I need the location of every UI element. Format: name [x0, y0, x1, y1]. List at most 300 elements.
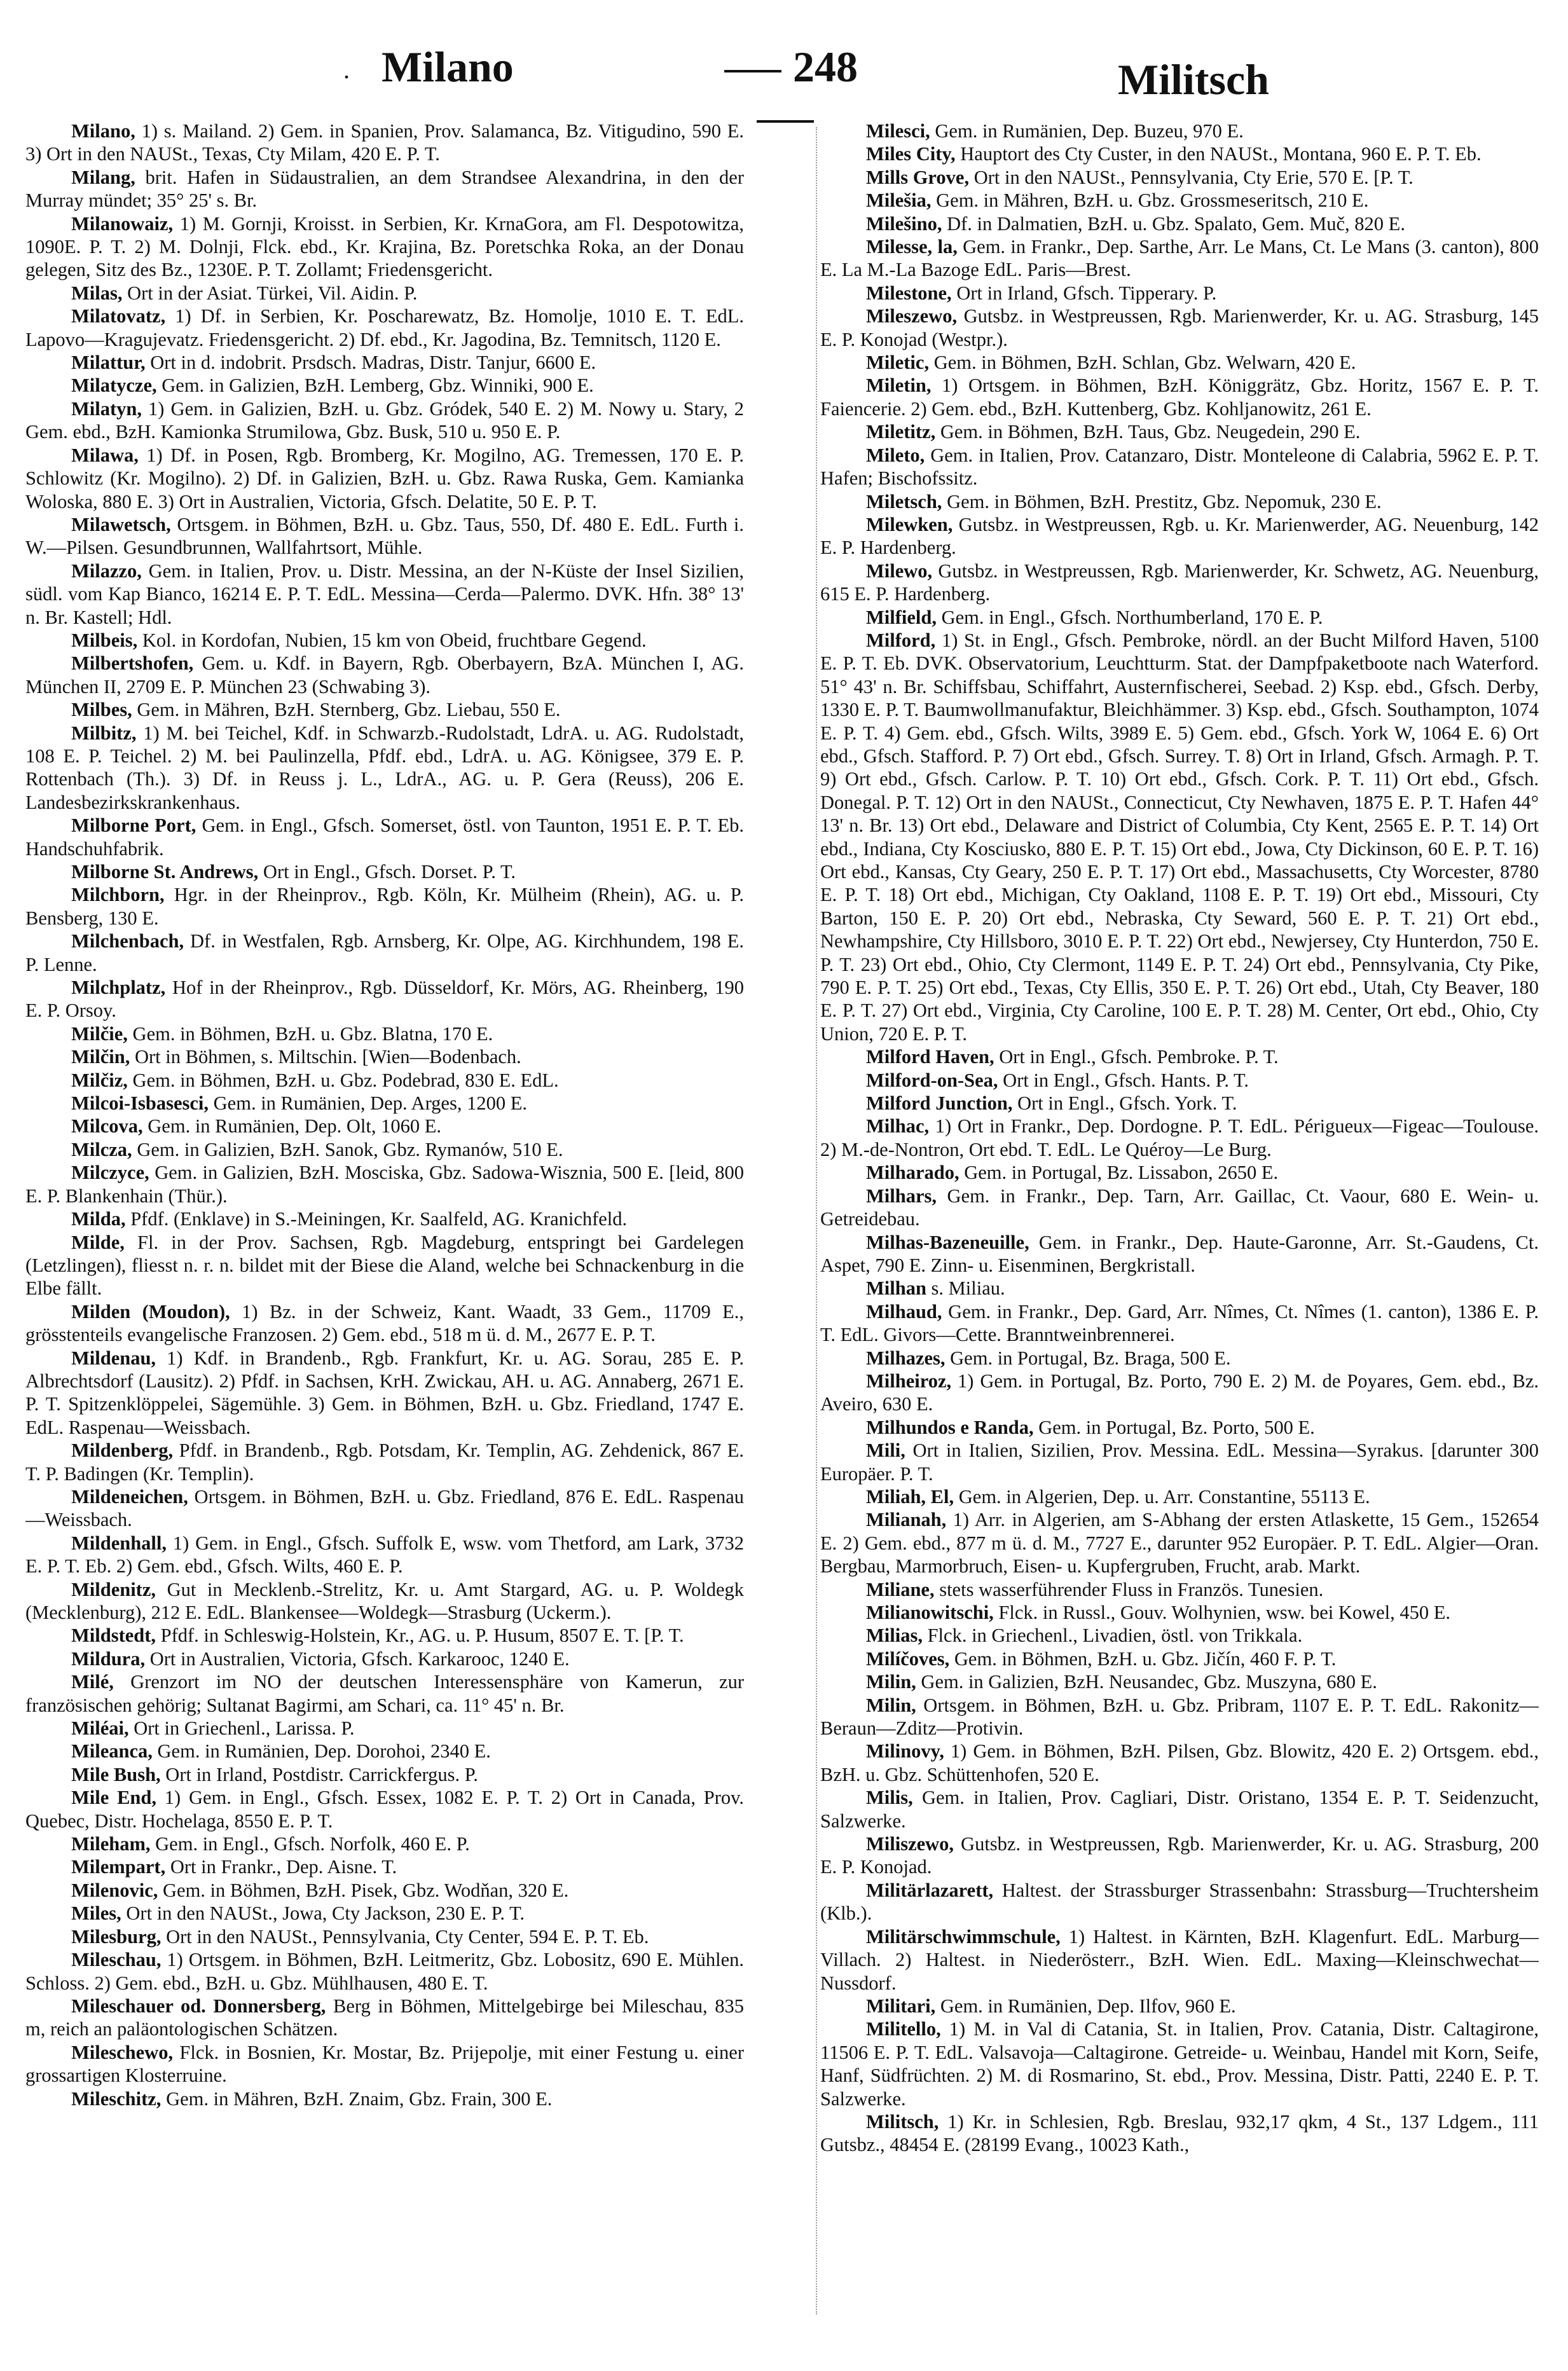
entry-text: Gem. in Böhmen, BzH. Schlan, Gbz. Welwarn, 420 E. — [929, 352, 1356, 374]
entry-headword: Miletsch, — [866, 490, 942, 512]
dictionary-entry — [25, 1855, 744, 1878]
entry-headword: Milborne St. Andrews, — [71, 861, 259, 883]
dictionary-entry — [820, 1995, 1539, 2017]
entry-headword: Milang, — [71, 166, 135, 188]
dictionary-entry — [25, 351, 744, 374]
entry-text: Ort in Böhmen, s. Miltschin. [Wien—Bodenbach. — [130, 1046, 521, 1068]
entry-text: Ort in Engl., Gfsch. York. T. — [1012, 1092, 1237, 1115]
entry-text: Ort in Engl., Gfsch. Hants. P. T. — [998, 1069, 1249, 1091]
entry-text: Gem. in Frankr., Dep. Gard, Arr. Nîmes, Ct. Nîmes (1. canton), 1386 E. P. T. EdL. Givors—Cette. Branntweinbrennerei. — [820, 1300, 1539, 1346]
entry-text: Gutsbz. in Westpreussen, Rgb. u. Kr. Marienwerder, AG. Neuenburg, 142 E. P. Hardenberg. — [820, 513, 1539, 559]
dictionary-entry — [25, 1092, 744, 1115]
dictionary-entry — [25, 1231, 744, 1300]
dictionary-entry — [25, 1485, 744, 1532]
entry-headword: Milford Haven, — [866, 1046, 994, 1068]
entry-text: stets wasserführender Fluss in Französ. Tunesien. — [934, 1578, 1324, 1600]
entry-headword: Milda, — [71, 1208, 126, 1230]
entry-text: 1) St. in Engl., Gfsch. Pembroke, nördl. an der Bucht Milford Haven, 5100 E. P. T. Eb. DVK. Observatorium, Leuchtturm. Stat. der Dampfpaketboote nach Waterford. 51° 43' n. Br. Schiffsbau, Schiffahrt, Austernfischerei, Seebad. 2) Ksp. ebd., Gfsch. Derby, 1330 E. P. T. Baumwollmanufaktur, Bleichhämmer. 3) Ksp. ebd., Gfsch. Southampton, 1074 E. P. T. 4) Gem. ebd., Gfsch. Wilts, 3989 E. 5) Gem. ebd., Gfsch. York W, 1064 E. 6) Ort ebd., Gfsch. Stafford. P. 7) Ort ebd., Gfsch. Surrey. T. 8) Ort in Irland, Gfsch. Armagh. P. T. 9) Ort ebd., Gfsch. Carlow. P. T. 10) Ort ebd., Gfsch. Cork. P. T. 11) Ort ebd., Gfsch. Donegal. P. T. 12) Ort in den NAUSt., Connecticut, Cty Newhaven, 1875 E. P. T. Hafen 44° 13' n. Br. 13) Ort ebd., Delaware and District of Columbia, Cty Kent, 2565 E. P. T. 14) Ort ebd., Indiana, Cty Kosciusko, 880 E. P. T. 15) Ort ebd., Jowa, Cty Dickinson, 60 E. P. T. 16) Ort ebd., Kansas, Cty Geary, 250 E. P. T. 17) Ort ebd., Massachusetts, Cty Worcester, 8780 E. P. T. 18) Ort ebd., Michigan, Cty Oakland, 1108 E. P. T. 19) Ort ebd., Missouri, Cty Barton, 150 E. P. 20) Ort ebd., Nebraska, Cty Seward, 560 E. P. T. 21) Ort ebd., Newhampshire, Cty Hillsboro, 3010 E. P. T. 22) Ort ebd., Newjersey, Cty Hunterdon, 750 E. P. T. 23) Ort ebd., Ohio, Cty Clermont, 1149 E. P. T. 24) Ort ebd., Pennsylvania, Cty Pike, 790 E. P. T. 25) Ort ebd., Texas, Cty Ellis, 350 E. P. T. 26) Ort ebd., Utah, Cty Beaver, 180 E. P. T. 27) Ort ebd., Virginia, Cty Caroline, 100 E. P. T. 28) M. Center, Ort ebd., Ohio, Cty Union, 720 E. P. T. — [820, 629, 1539, 1045]
dictionary-entry — [25, 1045, 744, 1068]
entry-headword: Militello, — [866, 2018, 941, 2040]
entry-text: Flck. in Bosnien, Kr. Mostar, Bz. Prijepolje, mit einer Festung u. einer grossartigen Klosterruine. — [25, 2041, 744, 2087]
dictionary-entry — [820, 235, 1539, 282]
entry-text: Gutsbz. in Westpreussen, Rgb. Marienwerder, Kr. Schwetz, AG. Neuenburg, 615 E. P. Hardenberg. — [820, 560, 1539, 605]
header-last-entry: Militsch — [1118, 55, 1269, 104]
entry-text: Gem. in Böhmen, BzH. Prestitz, Gbz. Nepomuk, 230 E. — [942, 490, 1382, 512]
entry-headword: Mills Grove, — [866, 166, 970, 188]
dictionary-entry — [820, 1300, 1539, 1347]
entry-text: Haltest. der Strassburger Strassenbahn: Strassburg—Truchtersheim (Klb.). — [820, 1879, 1539, 1925]
entry-text: Gem. in Algerien, Dep. u. Arr. Constantine, 55113 E. — [954, 1485, 1370, 1508]
entry-text: 1) Kdf. in Brandenb., Rgb. Frankfurt, Kr. u. AG. Sorau, 285 E. P. Albrechtsdorf (Lausitz). 2) Pfdf. in Sachsen, KrH. Zwickau, AH. u. AG. Annaberg, 2671 E. P. T. Spitzenklöppelei, Sägemühle. 3) Gem. in Böhmen, BzH. u. Gbz. Friedland, 1747 E. EdL. Raspenau—Weissbach. — [25, 1347, 744, 1438]
entry-text: Df. in Dalmatien, BzH. u. Gbz. Spalato, Gem. Muč, 820 E. — [942, 212, 1405, 235]
dictionary-entry — [820, 374, 1539, 420]
dictionary-entry — [25, 374, 744, 397]
dictionary-entry — [820, 2017, 1539, 2110]
entry-text: Gem. in Galizien, BzH. Sanok, Gbz. Rymanów, 510 E. — [132, 1138, 563, 1160]
entry-text: Gem. in Frankr., Dep. Haute-Garonne, Arr. St.-Gaudens, Ct. Aspet, 790 E. Zinn- u. Eisenminen, Bergkristall. — [820, 1231, 1539, 1276]
left-column — [25, 120, 744, 2332]
dictionary-entry — [820, 560, 1539, 606]
entry-headword: Milbes, — [71, 699, 132, 721]
entry-text: Kol. in Kordofan, Nubien, 15 km von Obeid, fruchtbare Gegend. — [137, 629, 647, 651]
dash-right — [757, 120, 814, 123]
dictionary-entry — [820, 513, 1539, 560]
entry-text: Gem. in Frankr., Dep. Sarthe, Arr. Le Mans, Ct. Le Mans (3. canton), 800 E. La M.-La Bazoge EdL. Paris—Brest. — [820, 236, 1539, 281]
dictionary-entry — [820, 490, 1539, 513]
entry-headword: Miléai, — [71, 1717, 129, 1740]
dictionary-entry — [25, 883, 744, 930]
dictionary-entry — [820, 166, 1539, 189]
entry-headword: Mileschitz, — [71, 2087, 162, 2110]
dictionary-entry — [25, 860, 744, 883]
entry-text: Gem. in Rumänien, Dep. Arges, 1200 E. — [209, 1092, 527, 1115]
entry-headword: Miletitz, — [866, 421, 936, 443]
dictionary-entry — [25, 698, 744, 721]
dictionary-entry — [820, 606, 1539, 629]
entry-headword: Milchborn, — [71, 884, 165, 906]
dictionary-entry — [25, 1578, 744, 1625]
entry-text: Gem. in Mähren, BzH. Sternberg, Gbz. Liebau, 550 E. — [132, 699, 561, 721]
dictionary-entry — [820, 305, 1539, 351]
entry-text: Gem. in Böhmen, BzH. Pisek, Gbz. Wodňan, 320 E. — [158, 1879, 569, 1901]
dictionary-entry — [25, 1115, 744, 1137]
entry-text: Gem. in Mähren, BzH. Znaim, Gbz. Frain, 300 E. — [161, 2087, 553, 2110]
entry-text: Gem. in Portugal, Bz. Lissabon, 2650 E. — [959, 1162, 1279, 1184]
dictionary-entry — [820, 1786, 1539, 1832]
entry-headword: Mileszewo, — [866, 305, 958, 327]
dictionary-entry — [25, 120, 744, 166]
entry-text: Gem. in Rumänien, Dep. Buzeu, 970 E. — [930, 120, 1244, 142]
entry-headword: Miliane, — [866, 1578, 935, 1600]
entry-text: Gem. in Rumänien, Dep. Dorohoi, 2340 E. — [152, 1740, 491, 1763]
entry-text: Gem. in Mähren, BzH. u. Gbz. Grossmeseritsch, 210 E. — [931, 189, 1369, 212]
dictionary-entry — [820, 282, 1539, 305]
entry-text: Hgr. in der Rheinprov., Rgb. Köln, Kr. Mülheim (Rhein), AG. u. P. Bensberg, 130 E. — [25, 884, 744, 929]
entry-headword: Mildenberg, — [71, 1440, 174, 1462]
entry-headword: Mildenau, — [71, 1347, 156, 1369]
entry-headword: Milhas-Bazeneuille, — [866, 1231, 1029, 1253]
entry-headword: Milhars, — [866, 1185, 937, 1207]
entry-text: Gem. in Italien, Prov. Catanzaro, Distr. Monteleone di Calabria, 5962 E. P. T. Hafen; Bischofssitz. — [820, 444, 1539, 490]
entry-text: Fl. in der Prov. Sachsen, Rgb. Magdeburg, entspringt bei Gardelegen (Letzlingen), fliesst n. r. n. bildet mit der Biese die Aland, welche bei Schnackenburg in die Elbe fällt. — [25, 1231, 744, 1300]
dictionary-entry — [820, 1670, 1539, 1693]
entry-text: brit. Hafen in Südaustralien, an dem Strandsee Alexandrina, in den der Murray mündet; 35° 25' s. Br. — [25, 166, 744, 212]
entry-text: Ort in Italien, Sizilien, Prov. Messina. EdL. Messina—Syrakus. [darunter 300 Europäer. P. T. — [820, 1440, 1539, 1485]
dictionary-entry — [820, 1439, 1539, 1485]
entry-headword: Milin, — [866, 1694, 916, 1716]
header-mark: . — [343, 55, 350, 84]
dictionary-entry — [820, 1347, 1539, 1370]
dictionary-entry — [820, 1161, 1539, 1184]
entry-headword: Milcza, — [71, 1138, 132, 1160]
entry-text: Ort in der Asiat. Türkei, Vil. Aidin. P. — [122, 282, 418, 304]
dictionary-entry — [25, 2041, 744, 2087]
entry-headword: Milias, — [866, 1625, 923, 1647]
dictionary-entry — [820, 212, 1539, 235]
entry-text: 1) Df. in Posen, Rgb. Bromberg, Kr. Mogilno, AG. Tremessen, 170 E. P. Schlowitz (Kr. Mogilno). 2) Df. in Galizien, BzH. u. Gbz. Rawa Ruska, Gem. Kamianka Woloska, 880 E. 3) Ort in Australien, Victoria, Gfsch. Delatite, 50 E. P. T. — [25, 444, 744, 512]
entry-headword: Mili, — [866, 1440, 905, 1462]
dictionary-entry — [25, 1948, 744, 1995]
entry-headword: Mile Bush, — [71, 1763, 161, 1785]
entry-text: 1) M. bei Teichel, Kdf. in Schwarzb.-Rudolstadt, LdrA. u. AG. Rudolstadt, 108 E. P. Teichel. 2) M. bei Paulinzella, Pfdf. ebd., LdrA. u. AG. Königsee, 379 E. P. Rottenbach (Th.). 3) Df. in Reuss j. L., LdrA., AG. u. P. Gera (Reuss), 206 E. Landesbezirkskrankenhaus. — [25, 722, 744, 813]
entry-text: 1) Gem. in Portugal, Bz. Porto, 790 E. 2) M. de Poyares, Gem. ebd., Bz. Aveiro, 630 E. — [820, 1370, 1539, 1415]
dictionary-entry — [820, 1092, 1539, 1115]
entry-headword: Mildeneichen, — [71, 1485, 188, 1508]
dictionary-entry — [25, 1647, 744, 1670]
dictionary-entry — [25, 1207, 744, 1230]
entry-headword: Milde, — [71, 1231, 125, 1253]
dictionary-entry — [820, 351, 1539, 374]
entry-headword: Milíčoves, — [866, 1647, 950, 1670]
entry-headword: Milbitz, — [71, 722, 137, 744]
entry-headword: Milesci, — [866, 120, 930, 142]
dictionary-entry — [25, 1786, 744, 1832]
entry-text: Gem. in Rumänien, Dep. Olt, 1060 E. — [142, 1115, 441, 1137]
dictionary-entry — [25, 282, 744, 305]
entry-headword: Milempart, — [71, 1856, 166, 1878]
entry-text: 1) Haltest. in Kärnten, BzH. Klagenfurt. EdL. Marburg—Villach. 2) Haltest. in Niederösterr., BzH. Wien. EdL. Maxing—Kleinschwechat—Nussdorf. — [820, 1925, 1539, 1994]
entry-text: Gem. in Rumänien, Dep. Ilfov, 960 E. — [935, 1995, 1236, 2017]
entry-headword: Milchplatz, — [71, 977, 166, 999]
entry-text: 1) Gem. in Böhmen, BzH. Pilsen, Gbz. Blowitz, 420 E. 2) Ortsgem. ebd., BzH. u. Gbz. Schüttenhofen, 520 E. — [820, 1740, 1539, 1785]
entry-text: Gem. in Portugal, Bz. Porto, 500 E. — [1033, 1416, 1315, 1438]
dictionary-entry — [25, 212, 744, 282]
entry-headword: Milčiz, — [71, 1069, 128, 1091]
entry-text: Ort in den NAUSt., Pennsylvania, Cty Center, 594 E. P. T. Eb. — [161, 1925, 649, 1948]
entry-headword: Milatycze, — [71, 375, 157, 397]
dictionary-entry — [25, 444, 744, 513]
entry-headword: Miletin, — [866, 375, 932, 397]
entry-headword: Milewken, — [866, 513, 953, 535]
entry-headword: Miles City, — [866, 143, 956, 165]
entry-text: Gem. in Galizien, BzH. Lemberg, Gbz. Winniki, 900 E. — [156, 375, 594, 397]
entry-text: Gem. in Engl., Gfsch. Northumberland, 170 E. P. — [936, 606, 1323, 628]
entry-text: Hof in der Rheinprov., Rgb. Düsseldorf, Kr. Mörs, AG. Rheinberg, 190 E. P. Orsoy. — [25, 977, 744, 1022]
dictionary-entry — [25, 1532, 744, 1578]
dictionary-entry — [25, 1138, 744, 1161]
entry-headword: Mileto, — [866, 444, 925, 466]
entry-text: Gem. in Galizien, BzH. Mosciska, Gbz. Sadowa-Wisznia, 500 E. [leid, 800 E. P. Blankenhain (Thür.). — [25, 1162, 744, 1207]
entry-headword: Milfield, — [866, 606, 937, 628]
entry-headword: Mileschewo, — [71, 2041, 174, 2063]
entry-headword: Mileanca, — [71, 1740, 153, 1763]
dictionary-entry — [25, 1832, 744, 1855]
entry-text: s. Miliau. — [926, 1277, 1005, 1300]
dictionary-entry — [25, 1347, 744, 1440]
dictionary-entry — [25, 2087, 744, 2110]
entry-headword: Militsch, — [866, 2110, 939, 2133]
entry-text: 1) Kr. in Schlesien, Rgb. Breslau, 932,17 qkm, 4 St., 137 Ldgem., 111 Gutsbz., 48454 E. (28199 Evang., 10023 Kath., — [820, 2110, 1539, 2156]
entry-text: 1) M. Gornji, Kroisst. in Serbien, Kr. KrnaGora, am Fl. Despotowitza, 1090E. P. T. 2) M. Dolnji, Flck. ebd., Kr. Krajina, Bz. Poretschka Roka, an der Donau gelegen, Sitz des Bz., 1230E. P. T. Zollamt; Friedensgericht. — [25, 212, 744, 281]
dictionary-entry — [820, 1416, 1539, 1439]
entry-text: Ortsgem. in Böhmen, BzH. u. Gbz. Pribram, 1107 E. P. T. EdL. Rakonitz—Beraun—Zditz—Protivin. — [820, 1694, 1539, 1740]
dictionary-entry — [25, 1670, 744, 1717]
entry-text: 1) M. in Val di Catania, St. in Italien, Prov. Catania, Distr. Caltagirone, 11506 E. P. T. EdL. Valsavoja—Caltagirone. Getreide- u. Weinbau, Handel mit Korn, Seife, Hanf, Südfrüchten. 2) M. di Rosmarino, St. ebd., Prov. Messina, Distr. Patti, 2240 E. P. T. Salzwerke. — [820, 2018, 1539, 2110]
entry-headword: Milé, — [71, 1671, 114, 1693]
entry-headword: Milbertshofen, — [71, 652, 194, 675]
entry-text: Flck. in Griechenl., Livadien, östl. von Trikkala. — [922, 1625, 1303, 1647]
entry-text: Ort in Engl., Gfsch. Dorset. P. T. — [258, 861, 516, 883]
dictionary-entry — [25, 1763, 744, 1786]
entry-text: Gutsbz. in Westpreussen, Rgb. Marienwerder, Kr. u. AG. Strasburg, 145 E. P. Konojad (Westpr.). — [820, 305, 1539, 350]
entry-headword: Mileschauer od. Donnersberg, — [71, 1995, 326, 2017]
entry-headword: Milesse, la, — [866, 236, 958, 258]
entry-text: 1) Ort in Frankr., Dep. Dordogne. P. T. EdL. Périgueux—Figeac—Toulouse. 2) M.-de-Nontron, Ort ebd. T. EdL. Le Quéroy—Le Burg. — [820, 1115, 1539, 1160]
dictionary-entry — [820, 1115, 1539, 1161]
entry-text: Ort in Australien, Victoria, Gfsch. Karkarooc, 1240 E. — [145, 1647, 570, 1670]
dictionary-entry — [820, 1624, 1539, 1647]
entry-headword: Milanowaiz, — [71, 212, 174, 235]
entry-headword: Milattur, — [71, 352, 146, 374]
dictionary-entry — [25, 1022, 744, 1045]
entry-headword: Milin, — [866, 1671, 916, 1693]
right-column — [820, 120, 1539, 2332]
entry-text: 1) Ortsgem. in Böhmen, BzH. Leitmeritz, Gbz. Lobositz, 690 E. Mühlen. Schloss. 2) Gem. ebd., BzH. u. Gbz. Mühlhausen, 480 E. T. — [25, 1949, 744, 1994]
entry-headword: Milčin, — [71, 1046, 130, 1068]
dictionary-entry — [820, 1231, 1539, 1277]
dictionary-entry — [25, 1879, 744, 1902]
dictionary-entry — [820, 444, 1539, 490]
entry-headword: Miliah, El, — [866, 1485, 954, 1508]
dictionary-entry — [820, 1601, 1539, 1624]
entry-text: 1) Gem. in Galizien, BzH. u. Gbz. Gródek, 540 E. 2) M. Nowy u. Stary, 2 Gem. ebd., BzH. Kamionka Strumilowa, Gbz. Busk, 510 u. 950 E. P. — [25, 397, 744, 443]
entry-text: Df. in Westfalen, Rgb. Arnsberg, Kr. Olpe, AG. Kirchhundem, 198 E. P. Lenne. — [25, 930, 744, 975]
dictionary-entry — [25, 629, 744, 652]
dictionary-entry — [820, 1069, 1539, 1092]
entry-text: Grenzort im NO der deutschen Interessensphäre von Kamerun, zur französischen gehörig; Sultanat Bagirmi, am Schari, ca. 11° 45' n. Br. — [25, 1671, 744, 1716]
entry-headword: Milawetsch, — [71, 513, 171, 535]
entry-headword: Milesburg, — [71, 1925, 162, 1948]
dictionary-entry — [25, 1995, 744, 2041]
dictionary-entry — [820, 1832, 1539, 1879]
entry-text: Gem. in Böhmen, BzH. u. Gbz. Jičín, 460 F. P. T. — [949, 1647, 1337, 1670]
dictionary-entry — [25, 1161, 744, 1207]
entry-headword: Miles, — [71, 1902, 121, 1925]
entry-headword: Miletic, — [866, 352, 930, 374]
entry-text: Hauptort des Cty Custer, in den NAUSt., Montana, 960 E. P. T. Eb. — [955, 143, 1482, 165]
entry-headword: Milestone, — [866, 282, 952, 304]
entry-headword: Milatyn, — [71, 397, 142, 420]
dictionary-entry — [25, 722, 744, 814]
entry-text: Gem. in Galizien, BzH. Neusandec, Gbz. Muszyna, 680 E. — [916, 1671, 1377, 1693]
entry-headword: Milharado, — [866, 1162, 959, 1184]
entry-headword: Milchenbach, — [71, 930, 184, 952]
entry-text: Gem. in Frankr., Dep. Tarn, Arr. Gaillac, Ct. Vaour, 680 E. Wein- u. Getreidebau. — [820, 1185, 1539, 1230]
dictionary-entry — [820, 420, 1539, 443]
entry-headword: Milden (Moudon), — [71, 1300, 230, 1323]
entry-text: Flck. in Russl., Gouv. Wolhynien, wsw. bei Kowel, 450 E. — [993, 1602, 1451, 1623]
entry-text: Gem. in Portugal, Bz. Braga, 500 E. — [945, 1347, 1231, 1369]
entry-headword: Milcoi-Isbasesci, — [71, 1092, 209, 1115]
entry-headword: Milatovatz, — [71, 305, 166, 327]
entry-headword: Mileham, — [71, 1833, 151, 1855]
dictionary-entry — [25, 397, 744, 444]
entry-text: Gem. in Böhmen, BzH. u. Gbz. Podebrad, 830 E. EdL. — [127, 1069, 559, 1091]
entry-headword: Milborne Port, — [71, 814, 196, 837]
entry-text: Ort in den NAUSt., Jowa, Cty Jackson, 230 E. P. T. — [121, 1902, 525, 1925]
entry-text: Ortsgem. in Böhmen, BzH. u. Gbz. Friedland, 876 E. EdL. Raspenau—Weissbach. — [25, 1485, 744, 1531]
entry-headword: Milianah, — [866, 1509, 947, 1531]
entry-headword: Milazzo, — [71, 560, 142, 582]
entry-headword: Mildura, — [71, 1647, 146, 1670]
entry-text: Gut in Mecklenb.-Strelitz, Kr. u. Amt Stargard, AG. u. P. Woldegk (Mecklenburg), 212 E. EdL. Blankensee—Woldegk—Strasburg (Uckerm.). — [25, 1578, 744, 1623]
dictionary-entry — [25, 976, 744, 1022]
entry-text: Ortsgem. in Böhmen, BzH. u. Gbz. Taus, 550, Df. 480 E. EdL. Furth i. W.—Pilsen. Gesundbrunnen, Wallfahrtsort, Mühle. — [25, 513, 744, 559]
entry-headword: Milford, — [866, 629, 936, 651]
dictionary-entry — [25, 305, 744, 351]
entry-headword: Milczyce, — [71, 1162, 149, 1184]
page-number-text: 248 — [793, 43, 858, 91]
entry-headword: Milhan — [866, 1277, 926, 1300]
entry-text: Gem. in Engl., Gfsch. Somerset, östl. von Taunton, 1951 E. P. T. Eb. Handschuhfabrik. — [25, 814, 744, 860]
dictionary-entry — [820, 142, 1539, 165]
dictionary-entry — [820, 1370, 1539, 1416]
entry-headword: Milhazes, — [866, 1347, 946, 1369]
dictionary-entry — [820, 1694, 1539, 1740]
dictionary-entry — [25, 1717, 744, 1740]
entry-text: 1) Bz. in der Schweiz, Kant. Waadt, 33 Gem., 11709 E., grösstenteils evangelische Franzosen. 2) Gem. ebd., 518 m ü. d. M., 2677 E. P. T. — [25, 1300, 744, 1346]
dictionary-entry — [820, 1578, 1539, 1601]
entry-headword: Milawa, — [71, 444, 139, 466]
dictionary-entry — [25, 652, 744, 698]
dictionary-entry — [25, 166, 744, 212]
entry-text: 1) Ortsgem. in Böhmen, BzH. Königgrätz, Gbz. Horitz, 1567 E. P. T. Faiencerie. 2) Gem. ebd., BzH. Kuttenberg, Gbz. Kohljanowitz, 261 E. — [820, 375, 1539, 420]
dictionary-entry — [820, 2110, 1539, 2157]
entry-headword: Milcova, — [71, 1115, 143, 1137]
entry-text: Ort in d. indobrit. Prsdsch. Madras, Distr. Tanjur, 6600 E. — [145, 352, 596, 374]
entry-headword: Milbeis, — [71, 629, 138, 651]
dictionary-entry — [25, 930, 744, 976]
dictionary-entry — [25, 1624, 744, 1647]
entry-text: Berg in Böhmen, Mittelgebirge bei Mileschau, 835 m, reich an paläontologischen Schätzen. — [25, 1995, 744, 2040]
dictionary-entry — [25, 1069, 744, 1092]
dictionary-entry — [820, 120, 1539, 142]
dictionary-entry — [820, 1647, 1539, 1670]
dictionary-entry — [820, 1485, 1539, 1508]
entry-text: Gem. in Engl., Gfsch. Norfolk, 460 E. P. — [150, 1833, 470, 1855]
dictionary-entry — [820, 1879, 1539, 1925]
entry-text: Ort in Irland, Postdistr. Carrickfergus. P. — [160, 1763, 478, 1785]
entry-headword: Miliszewo, — [866, 1833, 954, 1855]
entry-text: Gem. in Italien, Prov. Cagliari, Distr. Oristano, 1354 E. P. T. Seidenzucht, Salzwerke. — [820, 1787, 1539, 1832]
dictionary-entry — [25, 560, 744, 629]
entry-headword: Mildenitz, — [71, 1578, 156, 1600]
dictionary-entry — [25, 513, 744, 560]
entry-headword: Mildenhall, — [71, 1532, 167, 1554]
dictionary-entry — [820, 1185, 1539, 1231]
dictionary-entry — [25, 814, 744, 860]
entry-text: Ort in Frankr., Dep. Aisne. T. — [165, 1856, 397, 1878]
header-first-entry: Milano — [382, 43, 514, 91]
entry-headword: Milewo, — [866, 560, 933, 582]
entry-headword: Milinovy, — [866, 1740, 944, 1763]
entry-text: Gem. in Böhmen, BzH. Taus, Gbz. Neugedein, 290 E. — [935, 421, 1361, 443]
entry-headword: Milešino, — [866, 212, 942, 235]
dictionary-entry — [25, 1902, 744, 1925]
entry-headword: Milhac, — [866, 1115, 930, 1137]
dictionary-entry — [820, 1925, 1539, 1995]
entry-headword: Milas, — [71, 282, 123, 304]
entry-headword: Milano, — [71, 120, 135, 142]
entry-headword: Mildstedt, — [71, 1625, 156, 1647]
entry-text: Ort in Griechenl., Larissa. P. — [128, 1717, 355, 1740]
entry-headword: Milešia, — [866, 189, 932, 212]
dictionary-entry — [25, 1740, 744, 1763]
entry-headword: Milis, — [866, 1787, 913, 1809]
entry-headword: Militari, — [866, 1995, 936, 2017]
entry-headword: Milford Junction, — [866, 1092, 1013, 1115]
dictionary-entry — [820, 1277, 1539, 1300]
entry-text: Pfdf. (Enklave) in S.-Meiningen, Kr. Saalfeld, AG. Kranichfeld. — [125, 1208, 628, 1230]
entry-text: Pfdf. in Schleswig-Holstein, Kr., AG. u. P. Husum, 8507 E. T. [P. T. — [156, 1625, 684, 1647]
entry-headword: Milianowitschi, — [866, 1602, 994, 1623]
entry-headword: Milheiroz, — [866, 1370, 952, 1392]
entry-text: 1) Arr. in Algerien, am S-Abhang der ersten Atlaskette, 15 Gem., 152654 E. 2) Gem. ebd., 877 m ü. d. M., 7727 E., darunter 952 Europäer. P. T. EdL. Algier—Oran. Bergbau, Marmorbruch, Eisen- u. Kupfergruben, Frucht, arab. Markt. — [820, 1509, 1539, 1577]
dictionary-entry — [820, 1740, 1539, 1786]
dash-left — [724, 70, 781, 72]
entry-text: 1) s. Mailand. 2) Gem. in Spanien, Prov. Salamanca, Bz. Vitigudino, 590 E. 3) Ort in den NAUSt., Texas, Cty Milam, 420 E. P. T. — [25, 120, 744, 165]
dictionary-entry — [820, 1045, 1539, 1068]
entry-text: Ort in Irland, Gfsch. Tipperary. P. — [951, 282, 1217, 304]
entry-headword: Milhaud, — [866, 1300, 942, 1323]
dictionary-entry — [820, 629, 1539, 1045]
entry-headword: Mile End, — [71, 1787, 156, 1809]
entry-headword: Milčie, — [71, 1022, 128, 1045]
entry-text: Ort in Engl., Gfsch. Pembroke. P. T. — [994, 1046, 1279, 1068]
entry-headword: Militärlazarett, — [866, 1879, 994, 1901]
dictionary-entry — [25, 1439, 744, 1485]
entry-headword: Milenovic, — [71, 1879, 158, 1901]
entry-headword: Militärschwimmschule, — [866, 1925, 1061, 1948]
entry-text: Gem. in Böhmen, BzH. u. Gbz. Blatna, 170 E. — [127, 1022, 493, 1045]
entry-text: Gutsbz. in Westpreussen, Rgb. Marienwerder, Kr. u. AG. Strasburg, 200 E. P. Konojad. — [820, 1833, 1539, 1878]
entry-text: 1) Gem. in Engl., Gfsch. Suffolk E, wsw. vom Thetford, am Lark, 3732 E. P. T. Eb. 2) Gem. ebd., Gfsch. Wilts, 460 E. P. — [25, 1532, 744, 1577]
entry-headword: Milford-on-Sea, — [866, 1069, 998, 1091]
dictionary-entry — [25, 1300, 744, 1347]
entry-text: 1) Df. in Serbien, Kr. Poscharewatz, Bz. Homolje, 1010 E. T. EdL. Lapovo—Kragujevatz. Friedensgericht. 2) Df. ebd., Kr. Jagodina, Bz. Temnitsch, 1120 E. — [25, 305, 744, 350]
dictionary-entry — [820, 189, 1539, 212]
entry-text: Ort in den NAUSt., Pennsylvania, Cty Erie, 570 E. [P. T. — [969, 166, 1413, 188]
dictionary-entry — [820, 1508, 1539, 1577]
column-divider — [816, 127, 817, 2314]
entry-text: Gem. u. Kdf. in Bayern, Rgb. Oberbayern, BzA. München I, AG. München II, 2709 E. P. München 23 (Schwabing 3). — [25, 652, 744, 698]
entry-headword: Mileschau, — [71, 1949, 162, 1971]
entry-text: Gem. in Italien, Prov. u. Distr. Messina, an der N-Küste der Insel Sizilien, südl. vom Kap Bianco, 16214 E. P. T. EdL. Messina—Cerda—Palermo. DVK. Hfn. 38° 13' n. Br. Kastell; Hdl. — [25, 560, 744, 628]
entry-headword: Milhundos e Randa, — [866, 1416, 1034, 1438]
page-header — [0, 36, 1568, 118]
entry-text: 1) Gem. in Engl., Gfsch. Essex, 1082 E. P. T. 2) Ort in Canada, Prov. Quebec, Distr. Hochelaga, 8550 E. P. T. — [25, 1787, 744, 1832]
entry-text: Pfdf. in Brandenb., Rgb. Potsdam, Kr. Templin, AG. Zehdenick, 867 E. T. P. Badingen (Kr. Templin). — [25, 1440, 744, 1485]
